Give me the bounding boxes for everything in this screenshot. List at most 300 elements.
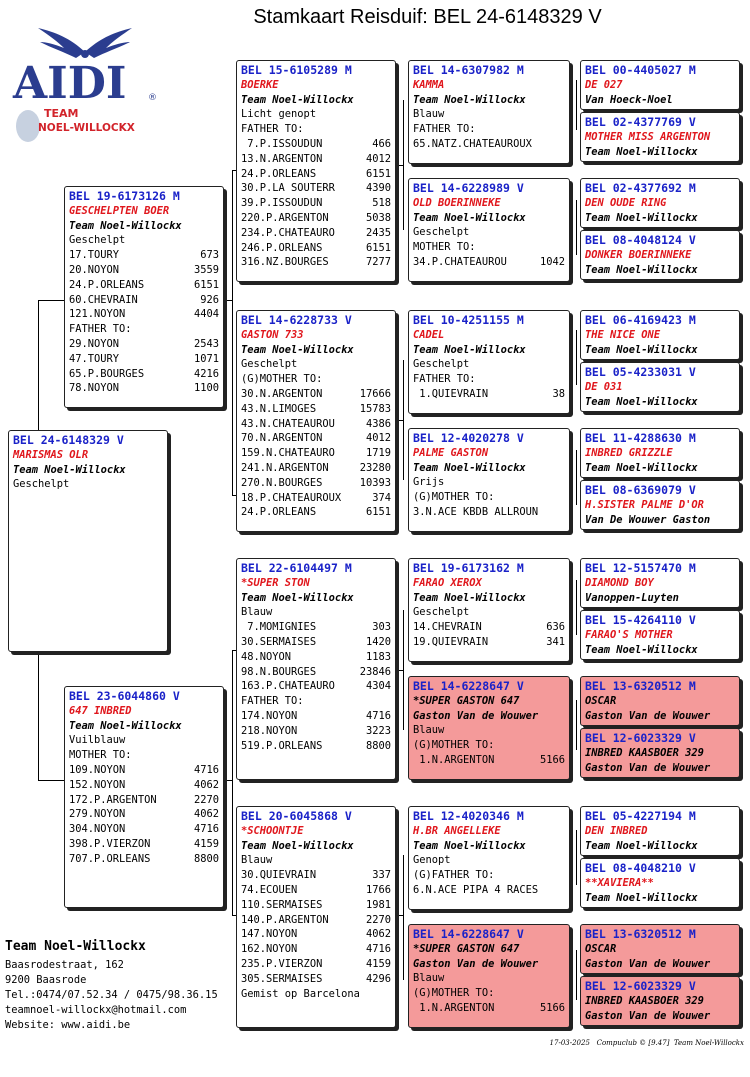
result-label: 1.QUIEVRAIN [413, 387, 489, 400]
pigeon-card-ggp[interactable] [408, 310, 570, 414]
pigeon-name: OLD BOERINNEKE [413, 196, 501, 209]
result-line [241, 372, 391, 387]
result-value: 8800 [193, 852, 219, 865]
result-label: FATHER TO: [413, 123, 476, 136]
result-value: 4296 [365, 972, 391, 985]
result-value: 926 [200, 293, 219, 306]
connector-line [576, 200, 577, 255]
pigeon-card-gggp[interactable] [580, 676, 740, 726]
pigeon-name: *SUPER GASTON 647 [413, 942, 520, 955]
result-label: Gemist op Barcelona [241, 987, 360, 1000]
result-value: 7277 [365, 256, 391, 269]
result-label: 7.P.ISSOUDUN [241, 137, 323, 150]
result-value: 2543 [193, 337, 219, 350]
result-line [241, 226, 391, 241]
contact-website[interactable]: Website: www.aidi.be [5, 1019, 131, 1031]
pigeon-name: H.BR ANGELLEKE [413, 824, 501, 837]
result-label: 74.ECOUEN [241, 883, 298, 896]
breeder: Team Noel-Willockx [413, 343, 526, 356]
result-value: 1183 [365, 650, 391, 663]
pigeon-name: DEN INBRED [585, 824, 648, 837]
result-label: 279.NOYON [69, 808, 126, 821]
pigeon-card-gp[interactable] [236, 558, 396, 780]
ring-number: BEL 22-6104497 M [241, 561, 352, 575]
svg-text:TEAM: TEAM [44, 107, 79, 120]
result-label: (G)FATHER TO: [413, 869, 495, 882]
pigeon-name: FARAO XEROX [413, 576, 482, 589]
pigeon-card-gggp[interactable] [580, 362, 740, 412]
result-line [413, 255, 565, 270]
svg-text:®: ® [148, 93, 157, 103]
result-line [241, 255, 391, 270]
result-line [413, 620, 565, 635]
result-value: 5166 [539, 1001, 565, 1014]
pigeon-card-gggp[interactable] [580, 178, 740, 228]
pigeon-name: *SCHOONTJE [241, 824, 304, 837]
breeder: Team Noel-Willockx [241, 343, 354, 356]
result-value: 6151 [193, 278, 219, 291]
result-label: 18.P.CHATEAUROUX [241, 491, 342, 504]
result-line [241, 913, 391, 928]
result-label: 218.NOYON [241, 724, 298, 737]
connector-line [397, 420, 404, 421]
pigeon-name: *SUPER GASTON 647 [413, 694, 520, 707]
result-value: 4012 [365, 152, 391, 165]
contact-name: Team Noel-Willockx [5, 939, 146, 954]
result-label: 246.P.ORLEANS [241, 241, 323, 254]
result-value: 4159 [365, 957, 391, 970]
breeder: Team Noel-Willockx [13, 463, 126, 476]
contact-city: 9200 Baasrode [5, 974, 87, 986]
pigeon-card-gggp[interactable] [580, 728, 740, 778]
result-label: FATHER TO: [241, 695, 304, 708]
result-line [69, 248, 219, 263]
pigeon-card-gggp[interactable] [580, 60, 740, 110]
ring-number: BEL 24-6148329 V [13, 433, 124, 447]
connector-line [38, 300, 39, 430]
pigeon-color: Geschelpt [241, 358, 298, 371]
result-line [241, 241, 391, 256]
result-label: 316.NZ.BOURGES [241, 256, 329, 269]
breeder: Team Noel-Willockx [413, 839, 526, 852]
result-label: 305.SERMAISES [241, 972, 323, 985]
result-line [241, 181, 391, 196]
result-value: 341 [546, 635, 565, 648]
page-title: Stamkaart Reisduif: BEL 24-6148329 V [253, 6, 602, 28]
result-line [69, 307, 219, 322]
result-label: 241.N.ARGENTON [241, 461, 329, 474]
result-label: 707.P.ORLEANS [69, 852, 151, 865]
result-label: 47.TOURY [69, 352, 120, 365]
pigeon-name: INBRED KAASBOER 329 [585, 746, 704, 759]
ring-number: BEL 12-4020346 M [413, 809, 524, 823]
result-label: 13.N.ARGENTON [241, 152, 323, 165]
result-label: 174.NOYON [241, 709, 298, 722]
breeder: Vanoppen-Luyten [585, 591, 679, 604]
result-label: 152.NOYON [69, 778, 126, 791]
svg-text:NOEL-WILLOCKX: NOEL-WILLOCKX [38, 122, 135, 134]
pigeon-name: DONKER BOERINNEKE [585, 248, 692, 261]
ring-number: BEL 00-4405027 M [585, 63, 696, 77]
result-label: 110.SERMAISES [241, 898, 323, 911]
breeder: Team Noel-Willockx [69, 719, 182, 732]
result-line [241, 898, 391, 913]
result-value: 4216 [193, 367, 219, 380]
pigeon-name: OSCAR [585, 694, 617, 707]
pigeon-card-ggp[interactable] [408, 428, 570, 532]
ring-number: BEL 06-4169423 M [585, 313, 696, 327]
result-line [241, 137, 391, 152]
result-line [69, 278, 219, 293]
ring-number: BEL 14-6228989 V [413, 181, 524, 195]
result-line [413, 1001, 565, 1016]
result-value: 4062 [193, 808, 219, 821]
result-label: 65.NATZ.CHATEAUROUX [413, 137, 532, 150]
pigeon-card-gggp[interactable] [580, 230, 740, 280]
result-label: 65.P.BOURGES [69, 367, 145, 380]
result-label: FATHER TO: [69, 323, 132, 336]
breeder: Team Noel-Willockx [585, 643, 698, 656]
result-label: 20.NOYON [69, 263, 120, 276]
result-label: 14.CHEVRAIN [413, 621, 482, 634]
result-label: 172.P.ARGENTON [69, 793, 157, 806]
pigeon-color: Blauw [241, 606, 273, 619]
pigeon-name: FARAO'S MOTHER [585, 628, 673, 641]
pigeon-name: GESCHELPTEN BOER [69, 204, 170, 217]
wings-icon [38, 28, 132, 58]
pigeon-card-ggp[interactable] [408, 558, 570, 662]
pigeon-name: DE 027 [585, 78, 623, 91]
pigeon-card-ggp[interactable] [408, 924, 570, 1028]
result-label: 1.N.ARGENTON [413, 1001, 495, 1014]
pigeon-name: DEN OUDE RING [585, 196, 667, 209]
result-line [69, 763, 219, 778]
pigeon-color: Geschelpt [13, 478, 70, 491]
result-value: 1420 [365, 635, 391, 648]
result-label: 30.QUIEVRAIN [241, 869, 317, 882]
connector-line [576, 450, 577, 505]
pigeon-card-subject[interactable] [8, 430, 168, 652]
ring-number: BEL 05-4233031 V [585, 365, 696, 379]
result-value: 4716 [365, 709, 391, 722]
result-line [413, 372, 565, 387]
result-label: FATHER TO: [241, 123, 304, 136]
pigeon-name: DE 031 [585, 380, 623, 393]
result-line [413, 868, 565, 883]
result-value: 2270 [365, 913, 391, 926]
result-line [241, 883, 391, 898]
result-line [69, 822, 219, 837]
result-label: (G)MOTHER TO: [413, 987, 495, 1000]
svg-text:AIDI: AIDI [13, 58, 127, 109]
ring-number: BEL 11-4288630 M [585, 431, 696, 445]
result-line [69, 778, 219, 793]
ring-number: BEL 10-4251155 M [413, 313, 524, 327]
result-line [241, 694, 391, 709]
result-value: 4386 [365, 417, 391, 430]
result-value: 4062 [193, 778, 219, 791]
result-value: 3223 [365, 724, 391, 737]
result-label: 3.N.ACE KBDB ALLROUN [413, 505, 539, 518]
ring-number: BEL 14-6228647 V [413, 679, 524, 693]
breeder: Gaston Van de Wouwer [585, 709, 711, 722]
pigeon-card-ggp[interactable] [408, 676, 570, 780]
ring-number: BEL 13-6320512 M [585, 679, 696, 693]
result-line [413, 240, 565, 255]
breeder: Team Noel-Willockx [413, 591, 526, 604]
result-value: 4404 [193, 308, 219, 321]
pigeon-card-sire[interactable] [64, 186, 224, 408]
result-line [413, 137, 565, 152]
result-label: 7.MOMIGNIES [241, 621, 317, 634]
result-line [241, 665, 391, 680]
result-line [413, 883, 565, 898]
result-line [241, 211, 391, 226]
result-line [69, 807, 219, 822]
pigeon-card-ggp[interactable] [408, 178, 570, 282]
pigeon-name: CADEL [413, 328, 445, 341]
result-label: 398.P.VIERZON [69, 837, 151, 850]
result-line [241, 650, 391, 665]
contact-phone: Tel.:0474/07.52.34 / 0475/98.36.15 [5, 989, 218, 1001]
result-value: 2270 [193, 793, 219, 806]
result-value: 303 [372, 621, 391, 634]
result-label: (G)MOTHER TO: [413, 739, 495, 752]
pigeon-name: MARISMAS OLR [13, 448, 89, 461]
result-label: 24.P.ORLEANS [69, 278, 145, 291]
pigeon-color: Blauw [413, 972, 445, 985]
breeder: Team Noel-Willockx [585, 343, 698, 356]
result-label: 304.NOYON [69, 823, 126, 836]
breeder: Team Noel-Willockx [585, 145, 698, 158]
result-line [69, 852, 219, 867]
result-line [69, 367, 219, 382]
pigeon-card-gp[interactable] [236, 310, 396, 532]
result-line [241, 972, 391, 987]
pigeon-card-ggp[interactable] [408, 806, 570, 910]
result-label: 159.N.CHATEAURO [241, 447, 335, 460]
breeder: Van Hoeck-Noel [585, 93, 673, 106]
result-value: 4716 [193, 823, 219, 836]
connector-line [225, 780, 233, 781]
breeder: Team Noel-Willockx [585, 461, 698, 474]
result-label: MOTHER TO: [69, 749, 132, 762]
connector-line [576, 700, 577, 750]
pigeon-name: H.SISTER PALME D'OR [585, 498, 704, 511]
result-label: 78.NOYON [69, 382, 120, 395]
result-value: 1100 [193, 382, 219, 395]
pigeon-card-gp[interactable] [236, 60, 396, 282]
result-label: (G)MOTHER TO: [413, 491, 495, 504]
pigeon-color: Geschelpt [413, 358, 470, 371]
result-value: 8800 [365, 739, 391, 752]
result-label: 1.N.ARGENTON [413, 753, 495, 766]
result-label: 30.N.ARGENTON [241, 387, 323, 400]
ring-number: BEL 23-6044860 V [69, 689, 180, 703]
ring-number: BEL 19-6173162 M [413, 561, 524, 575]
connector-line [38, 655, 39, 780]
ring-number: BEL 12-5157470 M [585, 561, 696, 575]
result-value: 4012 [365, 432, 391, 445]
ring-number: BEL 14-6228733 V [241, 313, 352, 327]
result-value: 4159 [193, 837, 219, 850]
result-label: 29.NOYON [69, 337, 120, 350]
breeder: Team Noel-Willockx [241, 839, 354, 852]
result-value: 1981 [365, 898, 391, 911]
result-label: 121.NOYON [69, 308, 126, 321]
breeder: Gaston Van de Wouwer [413, 709, 539, 722]
result-line [69, 381, 219, 396]
result-value: 2435 [365, 226, 391, 239]
pigeon-card-gggp[interactable] [580, 428, 740, 478]
pigeon-card-gggp[interactable] [580, 480, 740, 530]
connector-line [38, 300, 65, 301]
result-line [69, 337, 219, 352]
ring-number: BEL 02-4377692 M [585, 181, 696, 195]
ring-number: BEL 19-6173126 M [69, 189, 180, 203]
result-line [413, 738, 565, 753]
result-value: 466 [372, 137, 391, 150]
pigeon-name: MOTHER MISS ARGENTON [585, 130, 711, 143]
result-value: 1766 [365, 883, 391, 896]
result-line [69, 837, 219, 852]
ring-number: BEL 08-6369079 V [585, 483, 696, 497]
result-line [69, 793, 219, 808]
result-label: 70.N.ARGENTON [241, 432, 323, 445]
result-line [241, 724, 391, 739]
breeder: Team Noel-Willockx [585, 263, 698, 276]
connector-line [397, 165, 404, 166]
result-line [413, 635, 565, 650]
result-label: 163.P.CHATEAURO [241, 680, 335, 693]
pigeon-name: BOERKE [241, 78, 279, 91]
ring-number: BEL 02-4377769 V [585, 115, 696, 129]
result-line [241, 122, 391, 137]
pigeon-card-gggp[interactable] [580, 976, 740, 1026]
result-line [413, 122, 565, 137]
result-value: 3559 [193, 263, 219, 276]
pigeon-card-gggp[interactable] [580, 610, 740, 660]
pigeon-name: GASTON 733 [241, 328, 304, 341]
connector-line [397, 915, 404, 916]
result-label: 270.N.BOURGES [241, 476, 323, 489]
result-value: 374 [372, 491, 391, 504]
pigeon-card-gggp[interactable] [580, 558, 740, 608]
result-value: 4390 [365, 182, 391, 195]
result-line [241, 957, 391, 972]
result-line [413, 387, 565, 402]
pigeon-card-dam[interactable] [64, 686, 224, 908]
connector-line [403, 855, 404, 980]
result-line [413, 753, 565, 768]
result-value: 15783 [359, 402, 391, 415]
pigeon-card-gggp[interactable] [580, 924, 740, 974]
pigeon-card-ggp[interactable] [408, 60, 570, 164]
result-value: 5166 [539, 753, 565, 766]
pigeon-color: Blauw [241, 854, 273, 867]
breeder: Team Noel-Willockx [413, 461, 526, 474]
result-line [241, 461, 391, 476]
ring-number: BEL 08-4048210 V [585, 861, 696, 875]
result-line [413, 490, 565, 505]
result-line [241, 196, 391, 211]
connector-line [232, 650, 233, 915]
footer-credit: 17-03-2025 Compuclub © [9.47] Team Noel-Willockx [549, 1039, 744, 1047]
result-line [69, 293, 219, 308]
pigeon-color: Geschelpt [413, 226, 470, 239]
pigeon-name: INBRED GRIZZLE [585, 446, 673, 459]
result-label: 17.TOURY [69, 249, 120, 262]
ring-number: BEL 12-6023329 V [585, 979, 696, 993]
contact-block [5, 938, 218, 1033]
pigeon-color: Blauw [413, 724, 445, 737]
result-value: 4716 [365, 943, 391, 956]
ring-number: BEL 08-4048124 V [585, 233, 696, 247]
breeder: Gaston Van de Wouwer [585, 761, 711, 774]
result-label: 43.N.CHATEAUROU [241, 417, 335, 430]
connector-line [232, 170, 233, 495]
result-label: 24.P.ORLEANS [241, 167, 317, 180]
result-line [241, 491, 391, 506]
result-label: FATHER TO: [413, 373, 476, 386]
result-value: 636 [546, 621, 565, 634]
result-line [69, 352, 219, 367]
breeder: Team Noel-Willockx [585, 211, 698, 224]
result-value: 518 [372, 197, 391, 210]
pigeon-card-gggp[interactable] [580, 858, 740, 908]
connector-line [576, 80, 577, 130]
pigeon-card-gggp[interactable] [580, 310, 740, 360]
result-line [241, 505, 391, 520]
result-label: 30.SERMAISES [241, 635, 317, 648]
breeder: Gaston Van de Wouwer [413, 957, 539, 970]
pigeon-name: **XAVIERA** [585, 876, 654, 889]
pigeon-name: OSCAR [585, 942, 617, 955]
result-line [241, 417, 391, 432]
breeder: Team Noel-Willockx [69, 219, 182, 232]
pigeon-card-gggp[interactable] [580, 112, 740, 162]
result-value: 1042 [539, 255, 565, 268]
result-label: 24.P.ORLEANS [241, 506, 317, 519]
result-line [69, 263, 219, 278]
result-line [241, 927, 391, 942]
pigeon-name: DIAMOND BOY [585, 576, 654, 589]
pigeon-color: Geschelpt [69, 234, 126, 247]
result-label: 519.P.ORLEANS [241, 739, 323, 752]
result-line [241, 942, 391, 957]
pigeon-color: Blauw [413, 108, 445, 121]
result-line [241, 387, 391, 402]
result-label: 60.CHEVRAIN [69, 293, 138, 306]
result-line [241, 446, 391, 461]
result-line [241, 167, 391, 182]
breeder: Team Noel-Willockx [585, 395, 698, 408]
result-label: 6.N.ACE PIPA 4 RACES [413, 883, 539, 896]
result-value: 10393 [359, 476, 391, 489]
contact-street: Baasrodestraat, 162 [5, 959, 124, 971]
breeder: Team Noel-Willockx [241, 591, 354, 604]
breeder: Team Noel-Willockx [585, 839, 698, 852]
result-value: 1719 [365, 447, 391, 460]
result-label: 234.P.CHATEAURO [241, 226, 335, 239]
pigeon-name: 647 INBRED [69, 704, 132, 717]
pigeon-card-gggp[interactable] [580, 806, 740, 856]
contact-email[interactable]: teamnoel-willockx@hotmail.com [5, 1004, 187, 1016]
pigeon-card-gp[interactable] [236, 806, 396, 1028]
result-label: 147.NOYON [241, 928, 298, 941]
ring-number: BEL 14-6228647 V [413, 927, 524, 941]
result-label: 34.P.CHATEAUROU [413, 255, 507, 268]
